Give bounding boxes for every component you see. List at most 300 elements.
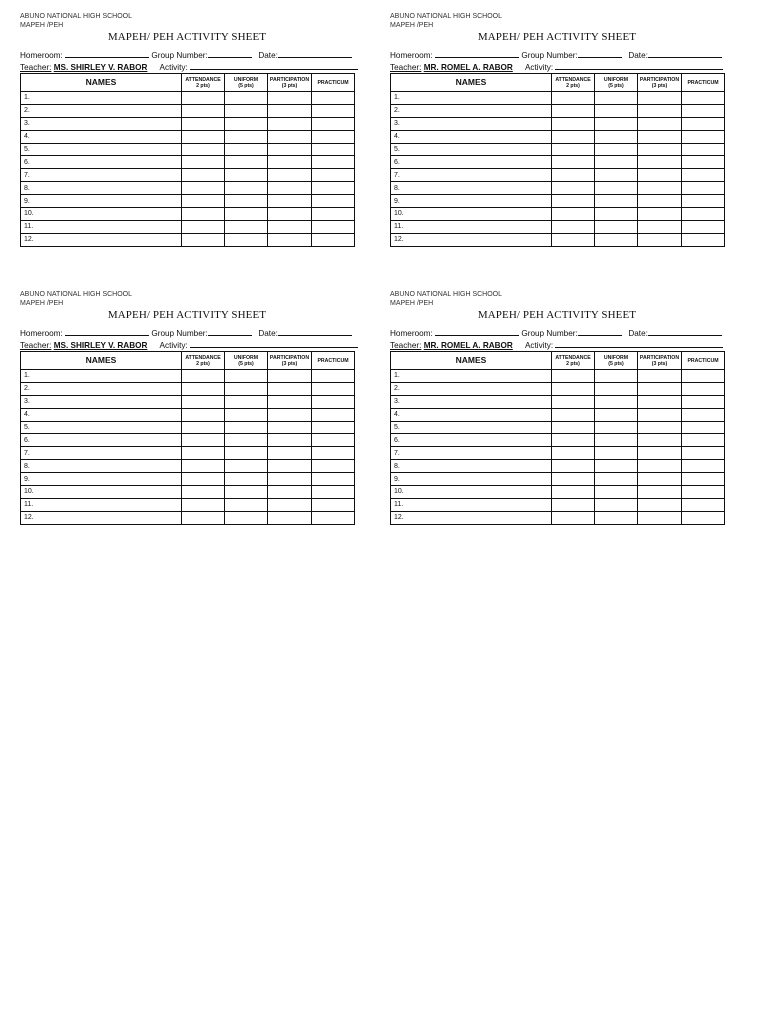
- participation-cell[interactable]: [268, 382, 312, 395]
- table-row: [21, 370, 355, 383]
- name-cell[interactable]: 7.: [391, 169, 552, 182]
- practicum-cell[interactable]: [682, 498, 725, 511]
- attendance-cell[interactable]: [182, 408, 225, 421]
- participation-cell[interactable]: [638, 117, 682, 130]
- date-field[interactable]: [278, 49, 352, 58]
- name-cell[interactable]: 5.: [391, 143, 552, 156]
- name-cell[interactable]: 10.: [21, 486, 182, 499]
- practicum-cell[interactable]: [312, 473, 355, 486]
- participation-cell[interactable]: [268, 220, 312, 233]
- participation-cell[interactable]: [268, 421, 312, 434]
- participation-header: [268, 352, 312, 370]
- attendance-cell[interactable]: [552, 408, 595, 421]
- participation-cell[interactable]: [638, 447, 682, 460]
- practicum-cell[interactable]: [312, 233, 355, 246]
- practicum-cell[interactable]: [682, 169, 725, 182]
- uniform-cell[interactable]: [595, 156, 638, 169]
- practicum-cell[interactable]: [682, 130, 725, 143]
- date-field[interactable]: [278, 327, 352, 336]
- name-cell[interactable]: 11.: [21, 220, 182, 233]
- activity-field[interactable]: [555, 61, 723, 70]
- participation-cell[interactable]: [268, 233, 312, 246]
- attendance-cell[interactable]: [182, 395, 225, 408]
- name-cell[interactable]: 10.: [391, 486, 552, 499]
- group-number-field[interactable]: [578, 49, 622, 58]
- uniform-cell[interactable]: [225, 143, 268, 156]
- name-cell[interactable]: 10.: [21, 208, 182, 221]
- date-field[interactable]: [648, 49, 722, 58]
- name-cell[interactable]: 6.: [391, 156, 552, 169]
- attendance-cell[interactable]: [552, 156, 595, 169]
- uniform-cell[interactable]: [595, 195, 638, 208]
- participation-cell[interactable]: [638, 395, 682, 408]
- name-cell[interactable]: 9.: [391, 473, 552, 486]
- participation-cell[interactable]: [268, 143, 312, 156]
- uniform-cell[interactable]: [225, 156, 268, 169]
- uniform-header-points: (5 pts): [608, 360, 624, 367]
- participation-cell[interactable]: [638, 434, 682, 447]
- name-cell[interactable]: 8.: [391, 460, 552, 473]
- table-row: [391, 421, 725, 434]
- name-cell[interactable]: 12.: [391, 233, 552, 246]
- participation-cell[interactable]: [268, 486, 312, 499]
- name-cell[interactable]: 7.: [21, 169, 182, 182]
- homeroom-field[interactable]: [65, 49, 149, 58]
- name-cell[interactable]: 2.: [391, 382, 552, 395]
- practicum-cell[interactable]: [682, 220, 725, 233]
- practicum-cell[interactable]: [312, 408, 355, 421]
- participation-cell[interactable]: [268, 408, 312, 421]
- name-cell[interactable]: 11.: [21, 498, 182, 511]
- uniform-cell[interactable]: [225, 511, 268, 524]
- participation-cell[interactable]: [638, 370, 682, 383]
- participation-cell[interactable]: [638, 182, 682, 195]
- participation-cell[interactable]: [268, 511, 312, 524]
- homeroom-label: Homeroom:: [20, 51, 63, 60]
- teacher-name: MR. ROMEL A. RABOR: [423, 341, 513, 350]
- participation-cell[interactable]: [638, 421, 682, 434]
- attendance-cell[interactable]: [552, 460, 595, 473]
- name-cell[interactable]: 4.: [21, 130, 182, 143]
- practicum-cell[interactable]: [682, 511, 725, 524]
- practicum-cell[interactable]: [682, 395, 725, 408]
- practicum-cell[interactable]: [312, 156, 355, 169]
- attendance-cell[interactable]: [182, 130, 225, 143]
- attendance-header-points: 2 pts): [566, 360, 580, 367]
- uniform-cell[interactable]: [595, 498, 638, 511]
- attendance-cell[interactable]: [182, 511, 225, 524]
- participation-cell[interactable]: [638, 382, 682, 395]
- attendance-header-label: ATTENDANCE: [555, 76, 591, 83]
- uniform-cell[interactable]: [225, 382, 268, 395]
- table-row: [21, 460, 355, 473]
- table-row: [391, 434, 725, 447]
- teacher-row: [20, 339, 354, 351]
- practicum-cell[interactable]: [682, 195, 725, 208]
- attendance-cell[interactable]: [552, 195, 595, 208]
- attendance-cell[interactable]: [182, 460, 225, 473]
- name-cell[interactable]: 11.: [391, 220, 552, 233]
- participation-cell[interactable]: [638, 473, 682, 486]
- practicum-cell[interactable]: [682, 486, 725, 499]
- name-cell[interactable]: 11.: [391, 498, 552, 511]
- uniform-cell[interactable]: [225, 208, 268, 221]
- practicum-cell[interactable]: [682, 143, 725, 156]
- uniform-cell[interactable]: [225, 473, 268, 486]
- participation-cell[interactable]: [638, 92, 682, 105]
- uniform-cell[interactable]: [595, 208, 638, 221]
- name-cell[interactable]: 1.: [21, 370, 182, 383]
- uniform-cell[interactable]: [595, 408, 638, 421]
- name-cell[interactable]: 3.: [21, 395, 182, 408]
- participation-cell[interactable]: [268, 447, 312, 460]
- uniform-cell[interactable]: [225, 460, 268, 473]
- group-number-field[interactable]: [208, 327, 252, 336]
- attendance-cell[interactable]: [552, 395, 595, 408]
- practicum-cell[interactable]: [312, 460, 355, 473]
- activity-field[interactable]: [190, 61, 358, 70]
- participation-cell[interactable]: [268, 182, 312, 195]
- participation-cell[interactable]: [268, 117, 312, 130]
- practicum-cell[interactable]: [682, 447, 725, 460]
- attendance-cell[interactable]: [182, 195, 225, 208]
- practicum-cell[interactable]: [312, 498, 355, 511]
- uniform-cell[interactable]: [225, 447, 268, 460]
- attendance-cell[interactable]: [182, 382, 225, 395]
- activity-label: Activity:: [159, 341, 188, 350]
- practicum-cell[interactable]: [312, 143, 355, 156]
- attendance-cell[interactable]: [552, 233, 595, 246]
- practicum-cell[interactable]: [682, 104, 725, 117]
- uniform-cell[interactable]: [595, 169, 638, 182]
- attendance-cell[interactable]: [552, 117, 595, 130]
- name-cell[interactable]: 3.: [21, 117, 182, 130]
- attendance-cell[interactable]: [552, 169, 595, 182]
- attendance-cell[interactable]: [552, 486, 595, 499]
- uniform-cell[interactable]: [225, 169, 268, 182]
- participation-cell[interactable]: [268, 195, 312, 208]
- uniform-cell[interactable]: [595, 382, 638, 395]
- attendance-cell[interactable]: [182, 473, 225, 486]
- practicum-cell[interactable]: [312, 486, 355, 499]
- participation-cell[interactable]: [638, 498, 682, 511]
- practicum-cell[interactable]: [312, 421, 355, 434]
- uniform-cell[interactable]: [595, 486, 638, 499]
- name-cell[interactable]: 5.: [21, 421, 182, 434]
- table-row: [391, 92, 725, 105]
- practicum-cell[interactable]: [682, 382, 725, 395]
- group-number-label: Group Number:: [151, 329, 208, 338]
- uniform-cell[interactable]: [595, 182, 638, 195]
- name-cell[interactable]: 10.: [391, 208, 552, 221]
- uniform-cell[interactable]: [225, 408, 268, 421]
- attendance-cell[interactable]: [552, 92, 595, 105]
- attendance-cell[interactable]: [552, 143, 595, 156]
- table-row: [391, 117, 725, 130]
- practicum-cell[interactable]: [682, 182, 725, 195]
- practicum-cell[interactable]: [682, 117, 725, 130]
- attendance-cell[interactable]: [552, 447, 595, 460]
- name-cell[interactable]: 4.: [391, 408, 552, 421]
- name-cell[interactable]: 4.: [391, 130, 552, 143]
- attendance-cell[interactable]: [552, 498, 595, 511]
- participation-cell[interactable]: [268, 370, 312, 383]
- attendance-header-points: 2 pts): [196, 360, 210, 367]
- practicum-cell[interactable]: [312, 220, 355, 233]
- attendance-cell[interactable]: [182, 434, 225, 447]
- school-name: ABUNO NATIONAL HIGH SCHOOL: [390, 291, 503, 298]
- uniform-cell[interactable]: [595, 421, 638, 434]
- homeroom-field[interactable]: [65, 327, 149, 336]
- attendance-cell[interactable]: [552, 208, 595, 221]
- name-cell[interactable]: 9.: [21, 195, 182, 208]
- group-number-field[interactable]: [208, 49, 252, 58]
- participation-cell[interactable]: [268, 473, 312, 486]
- attendance-cell[interactable]: [552, 130, 595, 143]
- attendance-cell[interactable]: [182, 370, 225, 383]
- participation-cell[interactable]: [268, 208, 312, 221]
- uniform-cell[interactable]: [225, 117, 268, 130]
- attendance-cell[interactable]: [182, 233, 225, 246]
- uniform-header: [595, 74, 638, 92]
- table-row: [391, 233, 725, 246]
- attendance-cell[interactable]: [182, 182, 225, 195]
- name-cell[interactable]: 9.: [391, 195, 552, 208]
- attendance-cell[interactable]: [182, 208, 225, 221]
- names-header: NAMES: [21, 74, 182, 92]
- uniform-header: [595, 352, 638, 370]
- name-cell[interactable]: 12.: [21, 233, 182, 246]
- attendance-cell[interactable]: [182, 498, 225, 511]
- participation-cell[interactable]: [638, 511, 682, 524]
- practicum-cell[interactable]: [682, 434, 725, 447]
- participation-cell[interactable]: [638, 130, 682, 143]
- practicum-header: PRACTICUM: [682, 352, 725, 370]
- table-row: [21, 130, 355, 143]
- attendance-cell[interactable]: [182, 169, 225, 182]
- attendance-cell[interactable]: [182, 220, 225, 233]
- name-cell[interactable]: 9.: [21, 473, 182, 486]
- uniform-cell[interactable]: [595, 130, 638, 143]
- name-cell[interactable]: 2.: [391, 104, 552, 117]
- practicum-cell[interactable]: [682, 408, 725, 421]
- attendance-cell[interactable]: [182, 486, 225, 499]
- uniform-cell[interactable]: [595, 473, 638, 486]
- activity-field[interactable]: [555, 339, 723, 348]
- attendance-cell[interactable]: [552, 370, 595, 383]
- subject-name: MAPEH /PEH: [390, 300, 434, 307]
- table-row: [391, 182, 725, 195]
- uniform-cell[interactable]: [595, 447, 638, 460]
- name-cell[interactable]: 7.: [391, 447, 552, 460]
- practicum-cell[interactable]: [312, 382, 355, 395]
- practicum-cell[interactable]: [312, 182, 355, 195]
- name-cell[interactable]: 3.: [391, 395, 552, 408]
- name-cell[interactable]: 12.: [391, 511, 552, 524]
- name-cell[interactable]: 6.: [21, 156, 182, 169]
- participation-cell[interactable]: [638, 408, 682, 421]
- attendance-header: [182, 352, 225, 370]
- activity-sheet-2: [390, 12, 724, 247]
- uniform-cell[interactable]: [225, 370, 268, 383]
- uniform-cell[interactable]: [225, 104, 268, 117]
- teacher-name: MS. SHIRLEY V. RABOR: [53, 341, 148, 350]
- participation-cell[interactable]: [638, 104, 682, 117]
- uniform-header-points: (5 pts): [238, 360, 254, 367]
- name-cell[interactable]: 5.: [391, 421, 552, 434]
- uniform-cell[interactable]: [595, 117, 638, 130]
- practicum-cell[interactable]: [312, 92, 355, 105]
- uniform-cell[interactable]: [595, 511, 638, 524]
- group-number-field[interactable]: [578, 327, 622, 336]
- sheet-title: MAPEH/ PEH ACTIVITY SHEET: [107, 309, 267, 321]
- practicum-cell[interactable]: [312, 117, 355, 130]
- uniform-cell[interactable]: [225, 233, 268, 246]
- practicum-cell[interactable]: [312, 208, 355, 221]
- name-cell[interactable]: 6.: [21, 434, 182, 447]
- attendance-cell[interactable]: [182, 447, 225, 460]
- practicum-cell[interactable]: [312, 395, 355, 408]
- participation-cell[interactable]: [638, 460, 682, 473]
- uniform-cell[interactable]: [225, 182, 268, 195]
- practicum-cell[interactable]: [682, 92, 725, 105]
- participation-cell[interactable]: [638, 143, 682, 156]
- homeroom-field[interactable]: [435, 327, 519, 336]
- activity-field[interactable]: [190, 339, 358, 348]
- table-body: [21, 92, 355, 247]
- school-name: ABUNO NATIONAL HIGH SCHOOL: [390, 13, 503, 20]
- table-row: [391, 473, 725, 486]
- teacher-name: MS. SHIRLEY V. RABOR: [53, 63, 148, 72]
- attendance-cell[interactable]: [552, 434, 595, 447]
- sheet-title: MAPEH/ PEH ACTIVITY SHEET: [477, 309, 637, 321]
- uniform-cell[interactable]: [225, 395, 268, 408]
- table-row: [391, 169, 725, 182]
- practicum-cell[interactable]: [682, 460, 725, 473]
- name-cell[interactable]: 7.: [21, 447, 182, 460]
- uniform-cell[interactable]: [595, 434, 638, 447]
- participation-cell[interactable]: [268, 156, 312, 169]
- uniform-cell[interactable]: [595, 370, 638, 383]
- uniform-cell[interactable]: [225, 92, 268, 105]
- practicum-cell[interactable]: [312, 511, 355, 524]
- name-cell[interactable]: 3.: [391, 117, 552, 130]
- participation-cell[interactable]: [638, 208, 682, 221]
- table-row: [21, 156, 355, 169]
- homeroom-label: Homeroom:: [390, 329, 433, 338]
- homeroom-field[interactable]: [435, 49, 519, 58]
- participation-cell[interactable]: [638, 220, 682, 233]
- name-cell[interactable]: 12.: [21, 511, 182, 524]
- name-cell[interactable]: 5.: [21, 143, 182, 156]
- name-cell[interactable]: 6.: [391, 434, 552, 447]
- practicum-cell[interactable]: [312, 195, 355, 208]
- attendance-cell[interactable]: [182, 117, 225, 130]
- name-cell[interactable]: 8.: [21, 182, 182, 195]
- uniform-cell[interactable]: [225, 421, 268, 434]
- uniform-cell[interactable]: [225, 130, 268, 143]
- practicum-cell[interactable]: [312, 169, 355, 182]
- participation-cell[interactable]: [638, 486, 682, 499]
- practicum-cell[interactable]: [682, 421, 725, 434]
- name-cell[interactable]: 8.: [391, 182, 552, 195]
- attendance-cell[interactable]: [182, 104, 225, 117]
- practicum-cell[interactable]: [312, 447, 355, 460]
- participation-cell[interactable]: [638, 233, 682, 246]
- name-cell[interactable]: 4.: [21, 408, 182, 421]
- name-cell[interactable]: 1.: [391, 370, 552, 383]
- participation-cell[interactable]: [638, 195, 682, 208]
- uniform-cell[interactable]: [225, 434, 268, 447]
- uniform-cell[interactable]: [595, 104, 638, 117]
- school-name: ABUNO NATIONAL HIGH SCHOOL: [20, 13, 133, 20]
- practicum-cell[interactable]: [312, 130, 355, 143]
- participation-cell[interactable]: [638, 169, 682, 182]
- attendance-cell[interactable]: [552, 511, 595, 524]
- uniform-cell[interactable]: [225, 486, 268, 499]
- attendance-cell[interactable]: [182, 421, 225, 434]
- practicum-cell[interactable]: [682, 156, 725, 169]
- participation-cell[interactable]: [638, 156, 682, 169]
- participation-cell[interactable]: [268, 395, 312, 408]
- practicum-cell[interactable]: [682, 473, 725, 486]
- uniform-cell[interactable]: [225, 498, 268, 511]
- name-cell[interactable]: 2.: [21, 382, 182, 395]
- participation-cell[interactable]: [268, 460, 312, 473]
- participation-cell[interactable]: [268, 169, 312, 182]
- participation-cell[interactable]: [268, 92, 312, 105]
- activity-label: Activity:: [159, 63, 188, 72]
- participation-cell[interactable]: [268, 434, 312, 447]
- attendance-cell[interactable]: [552, 182, 595, 195]
- attendance-cell[interactable]: [552, 382, 595, 395]
- header-row: [391, 74, 725, 92]
- date-field[interactable]: [648, 327, 722, 336]
- attendance-cell[interactable]: [552, 473, 595, 486]
- uniform-cell[interactable]: [595, 395, 638, 408]
- participation-cell[interactable]: [268, 104, 312, 117]
- attendance-cell[interactable]: [552, 104, 595, 117]
- attendance-cell[interactable]: [552, 421, 595, 434]
- participation-cell[interactable]: [268, 130, 312, 143]
- uniform-cell[interactable]: [595, 233, 638, 246]
- group-number-label: Group Number:: [521, 51, 578, 60]
- score-table: [20, 73, 355, 247]
- practicum-cell[interactable]: [312, 104, 355, 117]
- attendance-cell[interactable]: [552, 220, 595, 233]
- name-cell[interactable]: 8.: [21, 460, 182, 473]
- uniform-cell[interactable]: [595, 460, 638, 473]
- practicum-cell[interactable]: [682, 233, 725, 246]
- practicum-cell[interactable]: [312, 370, 355, 383]
- uniform-cell[interactable]: [595, 143, 638, 156]
- uniform-cell[interactable]: [225, 195, 268, 208]
- uniform-cell[interactable]: [595, 220, 638, 233]
- uniform-cell[interactable]: [595, 92, 638, 105]
- attendance-cell[interactable]: [182, 156, 225, 169]
- practicum-cell[interactable]: [682, 208, 725, 221]
- attendance-cell[interactable]: [182, 92, 225, 105]
- practicum-cell[interactable]: [682, 370, 725, 383]
- name-cell[interactable]: 2.: [21, 104, 182, 117]
- attendance-cell[interactable]: [182, 143, 225, 156]
- table-row: [21, 434, 355, 447]
- name-cell[interactable]: 1.: [391, 92, 552, 105]
- practicum-cell[interactable]: [312, 434, 355, 447]
- participation-cell[interactable]: [268, 498, 312, 511]
- name-cell[interactable]: 1.: [21, 92, 182, 105]
- uniform-cell[interactable]: [225, 220, 268, 233]
